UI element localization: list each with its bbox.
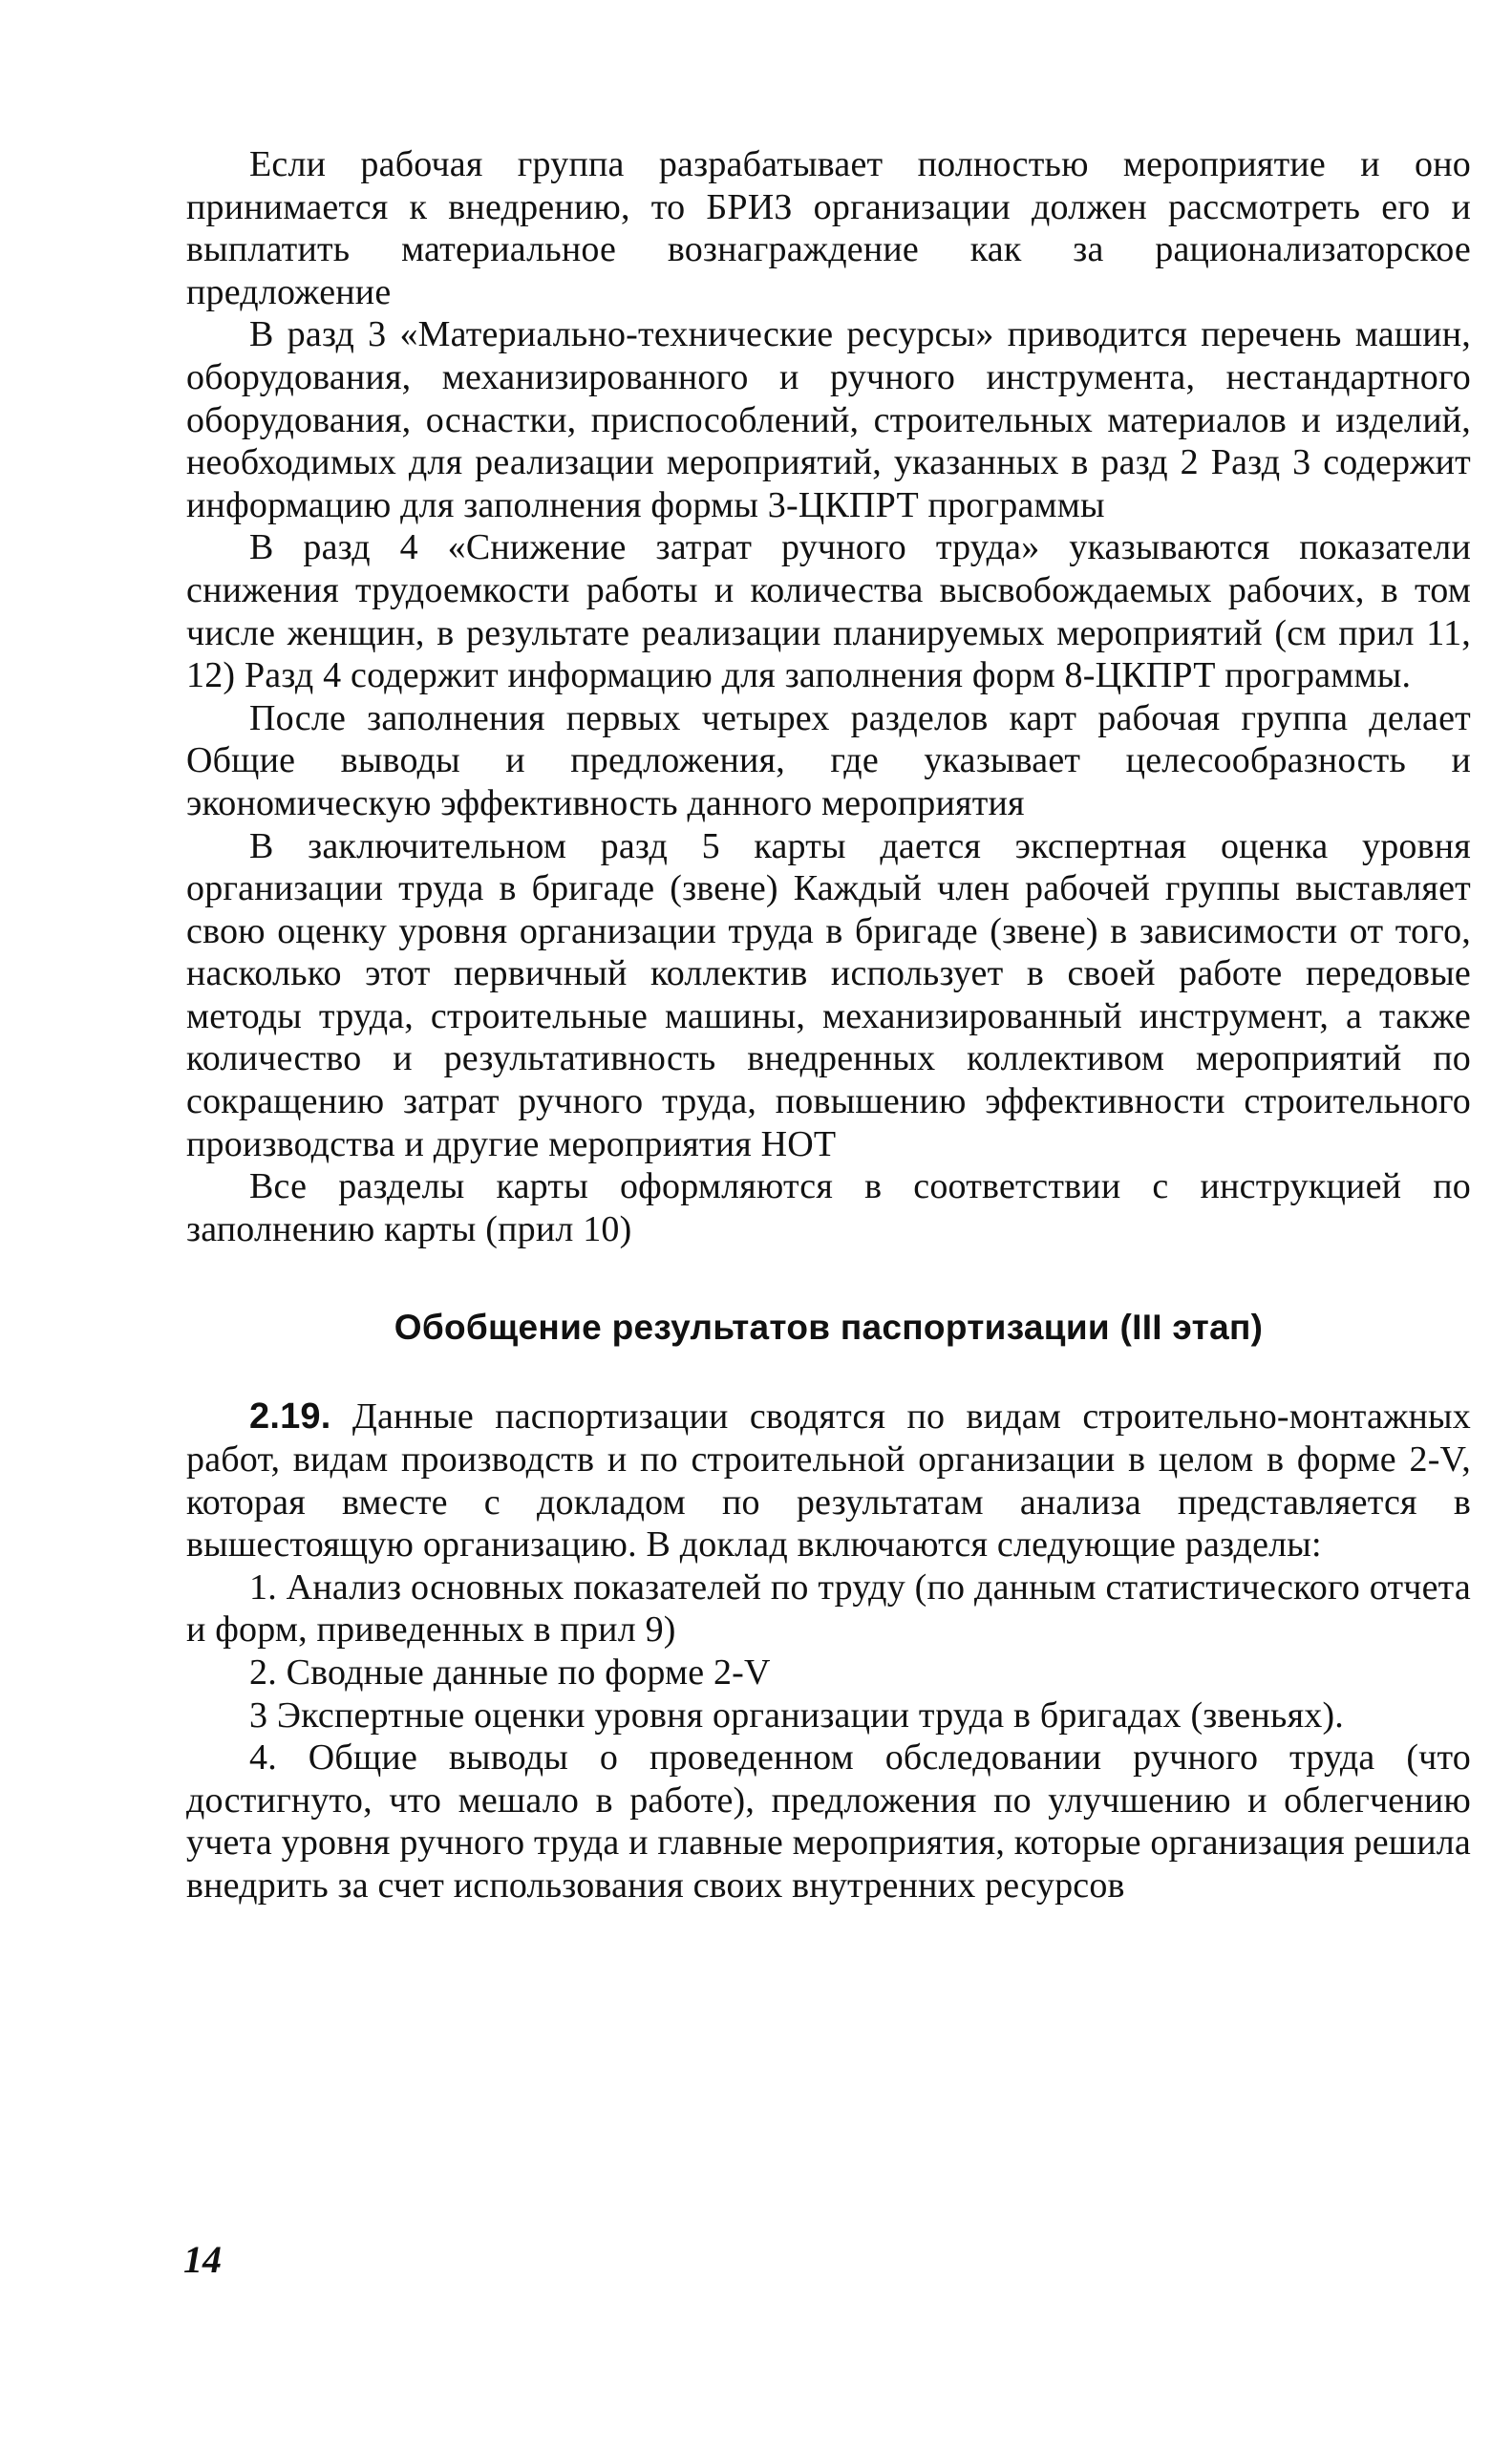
list-item-4: 4. Общие выводы о проведенном обследовании ручного труда (что достигнуто, что мешало в работе), предложения по улучшению и облегчению учета уровня ручного труда и главные мероприятия, которые организация решила внедрить за счет использования своих внутренних ресурсов — [186, 1737, 1471, 1906]
paragraph-2-19 — [186, 1395, 1471, 1566]
page-number: 14 — [183, 2238, 222, 2281]
clause-number: 2.19. — [249, 1396, 331, 1438]
document-page — [186, 143, 1471, 1907]
clause-text: Данные паспортизации сводятся по видам строительно-монтажных работ, видам производств и по строительной организации в целом в форме 2-V, которая вместе с докладом по результатам анализа представляется в вышестоящую организацию. В доклад включаются следующие разделы: — [186, 1396, 1471, 1566]
section-heading: Обобщение результатов паспортизации (III этап) — [394, 1308, 1264, 1348]
paragraph-section-5: В заключительном разд 5 карты дается экспертная оценка уровня организации труда в бригаде (звене) Каждый член рабочей группы выставляет свою оценку уровня организации труда в бригаде (звене) в зависимости от того, насколько этот первичный коллектив использует в своей работе передовые методы труда, строительные машины, механизированный инструмент, а также количество и результативность внедренных коллективом мероприятий по сокращению затрат ручного труда, повышению эффективности строительного производства и другие мероприятия НОТ — [186, 825, 1471, 1164]
paragraph-briz: Если рабочая группа разрабатывает полностью мероприятие и оно принимается к внедрению, то БРИЗ организации должен рассмотреть его и выплатить материальное вознаграждение как за рационализаторское предложение — [186, 144, 1471, 312]
paragraph-conclusions: После заполнения первых четырех разделов карт рабочая группа делает Общие выводы и предложения, где указывает целесообразность и экономическую эффективность данного мероприятия — [186, 697, 1471, 823]
paragraph-section-4: В разд 4 «Снижение затрат ручного труда» указываются показатели снижения трудоемкости работы и количества высвобождаемых рабочих, в том числе женщин, в результате реализации планируемых мероприятий (см прил 11, 12) Разд 4 содержит информацию для заполнения форм 8-ЦКПРТ программы. — [186, 527, 1471, 696]
list-item-3: 3 Экспертные оценки уровня организации труда в бригадах (звеньях). — [249, 1694, 1345, 1736]
list-item-2: 2. Сводные данные по форме 2-V — [249, 1652, 771, 1693]
paragraph-section-3: В разд 3 «Материально-технические ресурсы» приводится перечень машин, оборудования, механизированного и ручного инструмента, нестандартного оборудования, оснастки, приспособлений, строительных материалов и изделий, необходимых для реализации мероприятий, указанных в разд 2 Разд 3 содержит информацию для заполнения формы 3-ЦКПРТ программы — [186, 314, 1471, 525]
paragraph-formatting: Все разделы карты оформляются в соответствии с инструкцией по заполнению карты (прил 10) — [186, 1166, 1471, 1249]
list-item-1: 1. Анализ основных показателей по труду (по данным статистического отчета и форм, приведенных в прил 9) — [186, 1566, 1471, 1651]
